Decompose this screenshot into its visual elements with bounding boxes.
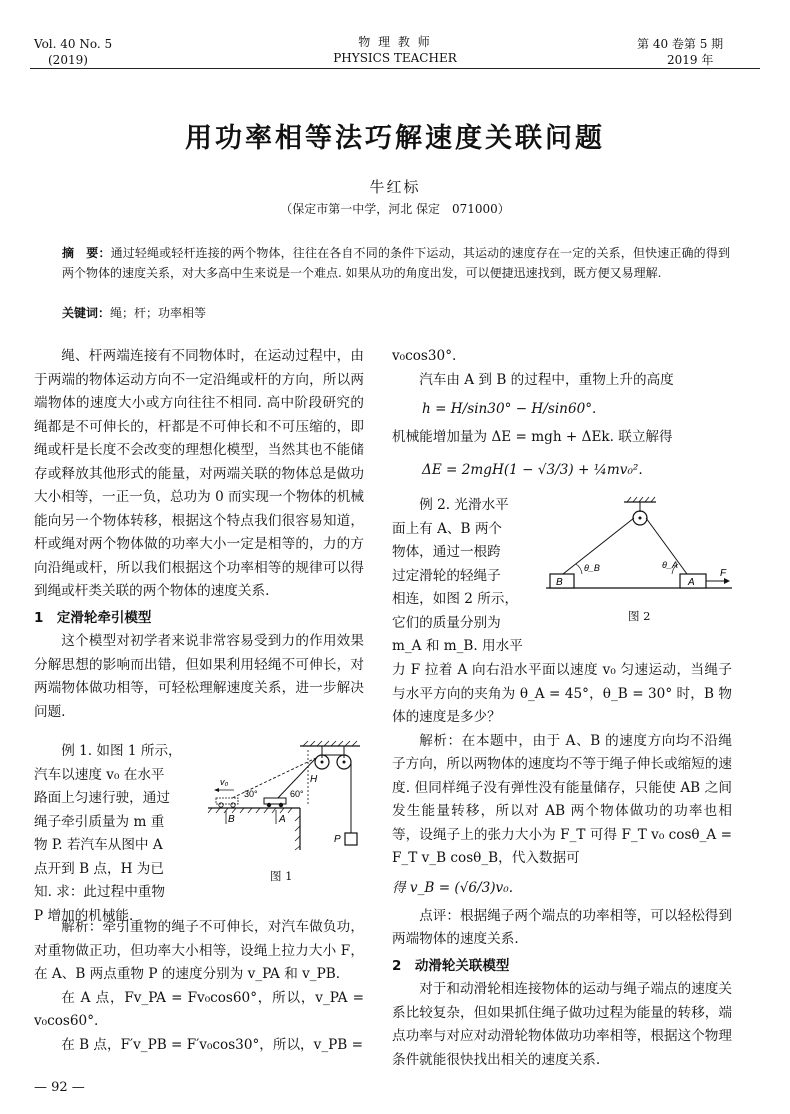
- section-2-heading: 2 动滑轮关联模型: [392, 957, 510, 974]
- abstract: [62, 244, 730, 283]
- section-1-heading: 1 定滑轮牵引模型: [34, 609, 152, 626]
- label-h: H: [310, 774, 318, 785]
- solution-1: 解析：牵引重物的绳子不可伸长，对汽车做负功，对重物做正功，但功率大小相等，设绳上拉力大小 F，在 A、B 两点重物 P 的速度分别为 v_PA 和 v_PB.: [34, 919, 364, 982]
- comment: 点评：根据绳子两个端点的功率相等，可以轻松得到两端物体的速度关系.: [392, 907, 732, 947]
- continuation: v₀cos30°.: [392, 348, 457, 364]
- figure-1-caption: 图 1: [270, 869, 293, 883]
- height-intro: 汽车由 A 到 B 的过程中，重物上升的高度: [419, 371, 674, 388]
- velocity-arrowhead: [214, 788, 219, 792]
- pulley-axle: [639, 517, 642, 520]
- solution-2: 解析：在本题中，由于 A、B 的速度方向均不沿绳子方向，所以两物体的速度均不等于绳子伸长或缩短的速度. 但同样绳子没有弹性没有能量储存，只能使 AB 之间发生能量转移，所以对 AB 两个物体做功的功率也相等，设绳子上的张力大小为 F_T 可得 F_T v₀ cosθ_A = F_T v_B cosθ_B，代入数据可: [392, 732, 732, 866]
- keywords-label: 关键词：: [62, 306, 111, 320]
- label-f: F: [720, 568, 727, 579]
- right-column-top: [392, 345, 732, 490]
- example-1-line: 点开到 B 点，H 为已: [34, 860, 164, 877]
- pulley-axle: [321, 761, 324, 764]
- weight-p: [345, 833, 357, 845]
- label-theta-a: θ_A: [662, 560, 678, 570]
- right-column-bottom: [392, 659, 732, 1072]
- affiliation: （保定市第一中学，河北 保定 071000）: [280, 202, 510, 216]
- ceiling-hatch: [627, 497, 655, 502]
- journal-name-cn: 物 理 教 师: [358, 35, 432, 49]
- example-1-line: 汽车以速度 v₀ 在水平: [34, 766, 165, 783]
- example-2-line: 过定滑轮的轻绳子: [392, 567, 501, 584]
- angle-arc-b: [576, 564, 582, 574]
- solution-2-result: 得 v_B = (√6/3)v₀.: [392, 879, 514, 896]
- energy-result-equation: ΔE = 2mgH(1 − √3/3) + ¼mv₀².: [422, 461, 643, 478]
- section-2-paragraph: 对于和动滑轮相连接物体的运动与绳子端点的速度关系比较复杂，但如果抓住绳子做功过程为能量的转移，端点功率与对应对动滑轮物体做功功率相等，根据这个物理条件就能很快找出相关的速度关系.: [392, 981, 732, 1068]
- example-2-continuation: 力 F 拉着 A 向右沿水平面以速度 v₀ 匀速运动，当绳子与水平方向的夹角为 θ_A = 45°，θ_B = 30° 时，B 物体的速度是多少？: [392, 662, 732, 725]
- journal-volume: Vol. 40 No. 5: [34, 37, 113, 51]
- abstract-text: 通过轻绳或轻杆连接的两个物体，往往在各自不同的条件下运动，其运动的速度存在一定的关系，但快速正确的得到两个物体的速度关系，对大多高中生来说是一个难点. 如果从功的角度出发，可以便捷迅速找到，既方便又易理解.: [62, 246, 730, 280]
- label-angle-30: 30°: [244, 789, 258, 799]
- abstract-label: 摘 要：: [62, 246, 111, 260]
- point-a-equation: 在 A 点，Fv_PA = Fv₀cos60°，所以，v_PA = v₀cos60°.: [34, 989, 364, 1029]
- page-number: — 92 —: [34, 1080, 85, 1095]
- figure-2: [540, 496, 740, 596]
- example-2-line: 物体，通过一根跨: [392, 544, 501, 560]
- keywords-text: 绳；杆；功率相等: [110, 306, 207, 320]
- label-theta-b: θ_B: [584, 563, 600, 573]
- intro-paragraph: 绳、杆两端连接有不同物体时，在运动过程中，由于两端的物体运动方向不一定沿绳或杆的方向，所以两端物体的速度大小或方向往往不相同. 高中阶段研究的绳都是不可伸长的，杆都是不可伸长和不可压缩的，即绳或杆是长度不会改变的理想化模型，当然其也不能储存或释放其他形式的能量，对两端关联的物体总是做功大小相等，一正一负，总功为 0 而实现一个物体的机械能向另一个物体转移，根据这个特点我们很容易知道，杆或绳对两个物体做的功率大小一定是相等的，力的方向沿绳或杆，所以我们根据这个功率相等的规律可以得到绳或杆类关联的两个物体的速度关系.: [34, 348, 364, 599]
- author: 牛红标: [369, 178, 421, 196]
- energy-sentence: 机械能增加量为 ΔE = mgh + ΔEk. 联立解得: [392, 429, 673, 445]
- label-v0: v₀: [220, 777, 229, 787]
- journal-name-en: PHYSICS TEACHER: [333, 51, 457, 65]
- example-2: [392, 494, 542, 659]
- figure-2-caption: 图 2: [628, 609, 651, 623]
- left-column: [34, 345, 364, 724]
- height-equation: h = H/sin30° − H/sin60°.: [422, 401, 597, 417]
- header-rule: [30, 68, 760, 69]
- car-at-a: [264, 798, 286, 807]
- left-column-bottom: [34, 916, 364, 1057]
- journal-year: (2019): [48, 53, 88, 67]
- example-1: [34, 740, 194, 928]
- ground-hatch: [208, 808, 300, 850]
- example-2-line: 相连，如图 2 所示，: [392, 591, 519, 607]
- car-at-b: [216, 798, 238, 807]
- example-1-line: 知. 求：此过程中重物: [34, 884, 165, 900]
- example-2-line: 面上有 A、B 两个: [392, 520, 503, 537]
- label-b: B: [228, 814, 235, 825]
- example-1-line: 物 P. 若汽车从图中 A: [34, 837, 163, 853]
- issue-cn: 第 40 卷第 5 期: [637, 37, 724, 51]
- example-2-line: 例 2. 光滑水平: [419, 497, 509, 513]
- label-a: A: [279, 814, 286, 825]
- example-1-line: 路面上匀速行驶，通过: [34, 790, 170, 806]
- label-angle-60: 60°: [290, 789, 304, 799]
- example-1-line: 绳子牵引质量为 m 重: [34, 813, 165, 830]
- example-1-line: 例 1. 如图 1 所示，: [61, 743, 182, 759]
- keywords: [62, 304, 730, 324]
- example-1-line: P 增加的机械能.: [34, 907, 134, 924]
- label-b: B: [556, 577, 563, 588]
- example-2-line: m_A 和 m_B. 用水平: [392, 638, 523, 654]
- ceiling-hatch: [303, 741, 357, 746]
- example-2-line: 它们的质量分别为: [392, 614, 501, 631]
- label-p: P: [334, 834, 341, 845]
- issue-year-cn: 2019 年: [667, 53, 714, 67]
- label-a: A: [688, 577, 695, 588]
- figure-1: [200, 738, 370, 858]
- section-1-paragraph: 这个模型对初学者来说非常容易受到力的作用效果分解思想的影响而出错，但如果利用轻绳不可伸长，对两端物体做功相等，可轻松理解速度关系，进一步解决问题.: [34, 633, 364, 720]
- point-b-equation: 在 B 点，F′v_PB = F′v₀cos30°，所以，v_PB =: [61, 1036, 363, 1053]
- page-title: 用功率相等法巧解速度关联问题: [185, 123, 605, 154]
- pulley-axle: [343, 761, 346, 764]
